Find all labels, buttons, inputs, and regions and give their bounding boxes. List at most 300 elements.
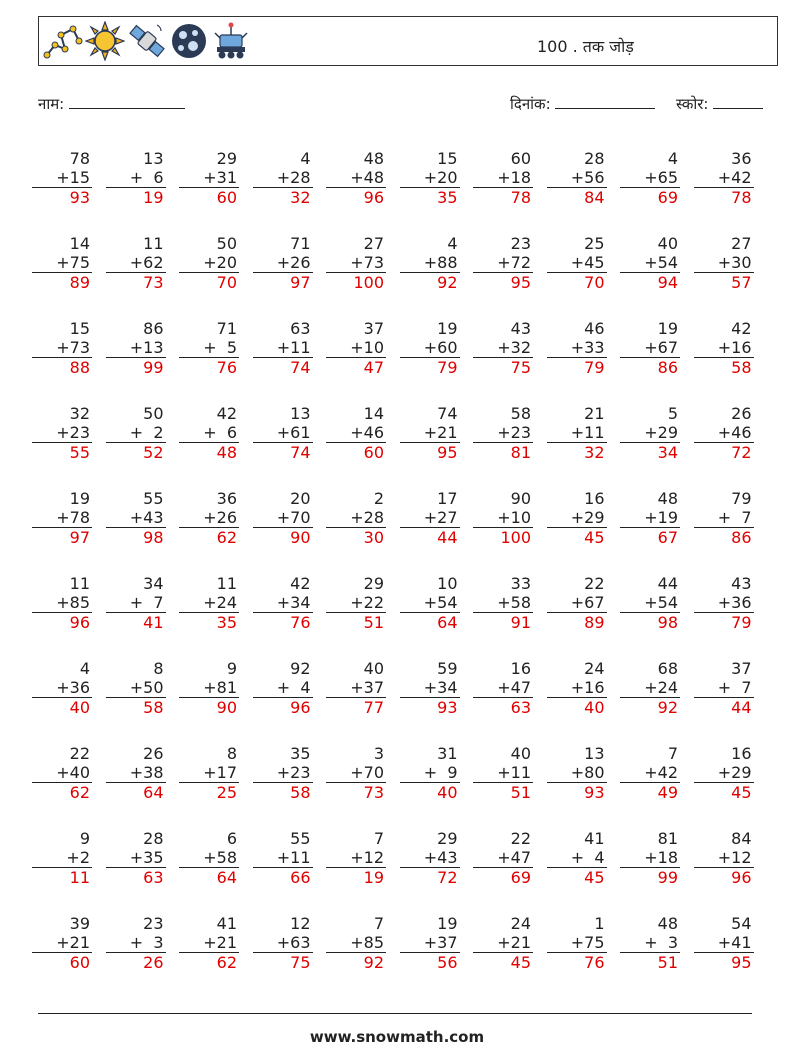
answer: 40 — [584, 698, 605, 717]
footer-divider — [38, 1013, 752, 1014]
addend-bottom: +11 — [547, 423, 607, 443]
addend-bottom: +23 — [32, 423, 92, 443]
problem — [620, 659, 680, 717]
addend-top: 36 — [731, 149, 752, 168]
addend-top: 84 — [731, 829, 752, 848]
answer: 56 — [437, 953, 458, 972]
problem — [106, 829, 166, 887]
answer: 40 — [69, 698, 90, 717]
addend-bottom: +22 — [326, 593, 386, 613]
answer: 60 — [69, 953, 90, 972]
answer: 93 — [69, 188, 90, 207]
addend-bottom: +85 — [32, 593, 92, 613]
addend-top: 48 — [657, 914, 678, 933]
constellation-icon — [43, 21, 83, 61]
answer: 93 — [437, 698, 458, 717]
problem — [179, 659, 239, 717]
addend-bottom: +21 — [473, 933, 533, 953]
addend-bottom: +50 — [106, 678, 166, 698]
addend-bottom: +60 — [400, 338, 460, 358]
problem — [326, 234, 386, 292]
problem — [694, 404, 754, 462]
addend-top: 7 — [373, 914, 384, 933]
answer: 69 — [510, 868, 531, 887]
addend-top: 24 — [584, 659, 605, 678]
problem — [547, 659, 607, 717]
answer: 34 — [657, 443, 678, 462]
addend-top: 20 — [290, 489, 311, 508]
addend-top: 25 — [584, 234, 605, 253]
addend-top: 39 — [69, 914, 90, 933]
addend-bottom: +34 — [400, 678, 460, 698]
problem — [32, 744, 92, 802]
answer: 96 — [363, 188, 384, 207]
answer: 75 — [510, 358, 531, 377]
problem — [179, 829, 239, 887]
addend-bottom: +40 — [32, 763, 92, 783]
addend-bottom: +10 — [326, 338, 386, 358]
problem — [179, 744, 239, 802]
addend-top: 78 — [69, 149, 90, 168]
addend-bottom: +88 — [400, 253, 460, 273]
problem — [400, 829, 460, 887]
addend-bottom: +38 — [106, 763, 166, 783]
addend-top: 13 — [290, 404, 311, 423]
answer: 58 — [143, 698, 164, 717]
addend-bottom: +11 — [253, 338, 313, 358]
answer: 45 — [731, 783, 752, 802]
answer: 47 — [363, 358, 384, 377]
answer: 69 — [657, 188, 678, 207]
addend-bottom: +75 — [547, 933, 607, 953]
problem — [179, 574, 239, 632]
problem — [694, 149, 754, 207]
addend-top: 5 — [667, 404, 678, 423]
addend-top: 9 — [79, 829, 90, 848]
problem — [473, 319, 533, 377]
addend-top: 42 — [731, 319, 752, 338]
problem — [106, 404, 166, 462]
problem — [473, 574, 533, 632]
addend-bottom: + 7 — [694, 508, 754, 528]
addend-bottom: +46 — [326, 423, 386, 443]
addend-bottom: +36 — [694, 593, 754, 613]
addend-top: 17 — [437, 489, 458, 508]
problem — [694, 574, 754, 632]
answer: 94 — [657, 273, 678, 292]
answer: 55 — [69, 443, 90, 462]
problem — [473, 829, 533, 887]
addend-top: 29 — [437, 829, 458, 848]
addend-bottom: + 4 — [253, 678, 313, 698]
addend-bottom: +54 — [620, 593, 680, 613]
answer: 64 — [216, 868, 237, 887]
addend-bottom: +29 — [547, 508, 607, 528]
addend-top: 34 — [143, 574, 164, 593]
problem — [106, 234, 166, 292]
problem — [326, 404, 386, 462]
addend-top: 19 — [437, 914, 458, 933]
addend-top: 1 — [594, 914, 605, 933]
problem — [473, 659, 533, 717]
problem — [620, 574, 680, 632]
addend-bottom: +12 — [326, 848, 386, 868]
addend-bottom: +48 — [326, 168, 386, 188]
answer: 92 — [363, 953, 384, 972]
answer: 52 — [143, 443, 164, 462]
moon-icon — [169, 21, 209, 61]
addend-bottom: +65 — [620, 168, 680, 188]
addend-top: 44 — [657, 574, 678, 593]
addend-top: 8 — [153, 659, 164, 678]
addend-bottom: + 2 — [106, 423, 166, 443]
addend-top: 23 — [510, 234, 531, 253]
addend-bottom: +85 — [326, 933, 386, 953]
answer: 32 — [584, 443, 605, 462]
problem — [326, 914, 386, 972]
problem — [694, 319, 754, 377]
worksheet-title: 100 . तक जोड़ — [537, 37, 634, 56]
addend-bottom: +18 — [620, 848, 680, 868]
addend-top: 41 — [216, 914, 237, 933]
problem — [32, 404, 92, 462]
addend-top: 59 — [437, 659, 458, 678]
addend-bottom: +56 — [547, 168, 607, 188]
addend-top: 13 — [584, 744, 605, 763]
problem — [253, 234, 313, 292]
addend-top: 42 — [216, 404, 237, 423]
addend-bottom: +42 — [694, 168, 754, 188]
problem — [400, 574, 460, 632]
addend-bottom: +61 — [253, 423, 313, 443]
addend-top: 81 — [657, 829, 678, 848]
answer: 77 — [363, 698, 384, 717]
problem — [326, 574, 386, 632]
addend-bottom: +20 — [400, 168, 460, 188]
addend-bottom: +34 — [253, 593, 313, 613]
addend-bottom: +36 — [32, 678, 92, 698]
addend-bottom: +23 — [473, 423, 533, 443]
problem — [106, 659, 166, 717]
addend-top: 19 — [69, 489, 90, 508]
answer: 100 — [500, 528, 531, 547]
addend-top: 27 — [731, 234, 752, 253]
name-blank — [69, 94, 185, 109]
addend-bottom: +37 — [326, 678, 386, 698]
answer: 51 — [657, 953, 678, 972]
answer: 86 — [731, 528, 752, 547]
answer: 78 — [510, 188, 531, 207]
addend-top: 11 — [216, 574, 237, 593]
addend-bottom: + 7 — [106, 593, 166, 613]
problem — [620, 234, 680, 292]
problem — [106, 574, 166, 632]
addend-top: 16 — [584, 489, 605, 508]
date-field — [510, 94, 655, 114]
addend-bottom: +19 — [620, 508, 680, 528]
answer: 89 — [584, 613, 605, 632]
addend-top: 12 — [290, 914, 311, 933]
problem — [547, 404, 607, 462]
addend-top: 86 — [143, 319, 164, 338]
problem — [400, 744, 460, 802]
answer: 70 — [216, 273, 237, 292]
problem — [253, 404, 313, 462]
answer: 81 — [510, 443, 531, 462]
answer: 79 — [731, 613, 752, 632]
addend-top: 50 — [143, 404, 164, 423]
problem — [179, 914, 239, 972]
problem — [253, 829, 313, 887]
problem — [400, 489, 460, 547]
addend-bottom: +27 — [400, 508, 460, 528]
addend-top: 74 — [437, 404, 458, 423]
sun-icon — [85, 21, 125, 61]
addend-bottom: +54 — [400, 593, 460, 613]
answer: 97 — [69, 528, 90, 547]
problem — [694, 914, 754, 972]
problem — [694, 829, 754, 887]
addend-top: 32 — [69, 404, 90, 423]
answer: 41 — [143, 613, 164, 632]
addend-bottom: +54 — [620, 253, 680, 273]
addend-top: 58 — [510, 404, 531, 423]
addend-top: 22 — [69, 744, 90, 763]
addend-bottom: + 4 — [547, 848, 607, 868]
addend-top: 68 — [657, 659, 678, 678]
score-field — [676, 94, 763, 114]
addend-bottom: +16 — [547, 678, 607, 698]
addend-bottom: +24 — [620, 678, 680, 698]
addend-top: 10 — [437, 574, 458, 593]
addend-bottom: +21 — [32, 933, 92, 953]
problem — [400, 404, 460, 462]
addend-bottom: +46 — [694, 423, 754, 443]
addend-top: 90 — [510, 489, 531, 508]
answer: 95 — [731, 953, 752, 972]
addend-top: 29 — [216, 149, 237, 168]
addend-bottom: +21 — [400, 423, 460, 443]
answer: 51 — [363, 613, 384, 632]
addend-bottom: + 6 — [179, 423, 239, 443]
problem — [326, 319, 386, 377]
problem — [179, 489, 239, 547]
problem — [547, 319, 607, 377]
problem — [106, 319, 166, 377]
addend-top: 40 — [510, 744, 531, 763]
problem — [326, 489, 386, 547]
addend-top: 37 — [731, 659, 752, 678]
answer: 88 — [69, 358, 90, 377]
problem — [694, 659, 754, 717]
answer: 45 — [584, 528, 605, 547]
problem — [253, 914, 313, 972]
addend-top: 7 — [373, 829, 384, 848]
problem — [694, 744, 754, 802]
answer: 66 — [290, 868, 311, 887]
date-label: दिनांक: — [510, 95, 551, 113]
problem — [32, 914, 92, 972]
answer: 60 — [363, 443, 384, 462]
problem — [32, 659, 92, 717]
answer: 90 — [216, 698, 237, 717]
addend-bottom: +70 — [326, 763, 386, 783]
answer: 98 — [143, 528, 164, 547]
addend-bottom: +24 — [179, 593, 239, 613]
answer: 98 — [657, 613, 678, 632]
addend-top: 24 — [510, 914, 531, 933]
answer: 74 — [290, 443, 311, 462]
answer: 48 — [216, 443, 237, 462]
score-label: स्कोर: — [676, 95, 709, 113]
answer: 58 — [731, 358, 752, 377]
addend-top: 33 — [510, 574, 531, 593]
addend-top: 43 — [510, 319, 531, 338]
answer: 62 — [216, 528, 237, 547]
problem — [326, 149, 386, 207]
addend-top: 55 — [143, 489, 164, 508]
addend-top: 14 — [363, 404, 384, 423]
problem — [253, 574, 313, 632]
addend-bottom: +58 — [473, 593, 533, 613]
addend-top: 60 — [510, 149, 531, 168]
addend-bottom: + 7 — [694, 678, 754, 698]
addend-bottom: +70 — [253, 508, 313, 528]
answer: 51 — [510, 783, 531, 802]
answer: 26 — [143, 953, 164, 972]
answer: 40 — [437, 783, 458, 802]
addend-bottom: +11 — [253, 848, 313, 868]
problem — [106, 149, 166, 207]
answer: 76 — [216, 358, 237, 377]
addend-top: 2 — [373, 489, 384, 508]
answer: 11 — [69, 868, 90, 887]
addend-bottom: +20 — [179, 253, 239, 273]
addend-bottom: +28 — [326, 508, 386, 528]
problem — [620, 404, 680, 462]
addend-top: 28 — [143, 829, 164, 848]
addend-top: 28 — [584, 149, 605, 168]
addend-top: 4 — [447, 234, 458, 253]
answer: 63 — [143, 868, 164, 887]
problem — [326, 744, 386, 802]
answer: 79 — [437, 358, 458, 377]
problem — [179, 404, 239, 462]
addend-bottom: +73 — [326, 253, 386, 273]
addend-top: 22 — [510, 829, 531, 848]
addend-bottom: +23 — [253, 763, 313, 783]
addend-top: 16 — [510, 659, 531, 678]
addend-bottom: +28 — [253, 168, 313, 188]
addend-bottom: + 9 — [400, 763, 460, 783]
problem — [326, 829, 386, 887]
addend-bottom: +18 — [473, 168, 533, 188]
addend-bottom: +29 — [694, 763, 754, 783]
answer: 93 — [584, 783, 605, 802]
satellite-icon — [127, 21, 167, 61]
answer: 67 — [657, 528, 678, 547]
addend-top: 15 — [437, 149, 458, 168]
answer: 92 — [437, 273, 458, 292]
addend-top: 37 — [363, 319, 384, 338]
answer: 84 — [584, 188, 605, 207]
answer: 86 — [657, 358, 678, 377]
addend-bottom: +2 — [32, 848, 92, 868]
answer: 76 — [584, 953, 605, 972]
addend-top: 15 — [69, 319, 90, 338]
answer: 64 — [143, 783, 164, 802]
answer: 19 — [363, 868, 384, 887]
problem — [547, 574, 607, 632]
addend-bottom: +29 — [620, 423, 680, 443]
problem — [547, 234, 607, 292]
name-field — [38, 94, 185, 114]
problem — [547, 744, 607, 802]
worksheet-header — [38, 16, 778, 66]
addend-bottom: +42 — [620, 763, 680, 783]
addend-top: 26 — [731, 404, 752, 423]
problem — [694, 489, 754, 547]
answer: 95 — [510, 273, 531, 292]
addend-top: 4 — [667, 149, 678, 168]
addend-top: 7 — [667, 744, 678, 763]
addend-top: 43 — [731, 574, 752, 593]
answer: 99 — [657, 868, 678, 887]
addend-bottom: +43 — [400, 848, 460, 868]
addend-top: 42 — [290, 574, 311, 593]
problem — [106, 489, 166, 547]
answer: 90 — [290, 528, 311, 547]
problem — [400, 234, 460, 292]
addend-bottom: +47 — [473, 678, 533, 698]
addend-bottom: +33 — [547, 338, 607, 358]
answer: 35 — [437, 188, 458, 207]
problem — [253, 744, 313, 802]
addend-bottom: + 3 — [620, 933, 680, 953]
score-blank — [713, 94, 763, 109]
addend-top: 29 — [363, 574, 384, 593]
addend-top: 14 — [69, 234, 90, 253]
addend-bottom: +81 — [179, 678, 239, 698]
problem — [547, 829, 607, 887]
problem — [32, 829, 92, 887]
addend-bottom: + 6 — [106, 168, 166, 188]
problem — [326, 659, 386, 717]
answer: 76 — [290, 613, 311, 632]
problem — [547, 489, 607, 547]
answer: 89 — [69, 273, 90, 292]
header-icons — [43, 21, 251, 61]
addend-bottom: +58 — [179, 848, 239, 868]
addend-bottom: +26 — [253, 253, 313, 273]
problem — [400, 659, 460, 717]
addend-bottom: +80 — [547, 763, 607, 783]
addend-top: 8 — [226, 744, 237, 763]
problem — [253, 319, 313, 377]
problem — [179, 319, 239, 377]
problem — [32, 574, 92, 632]
problem — [400, 149, 460, 207]
addend-top: 16 — [731, 744, 752, 763]
problem — [253, 149, 313, 207]
addend-bottom: +13 — [106, 338, 166, 358]
answer: 49 — [657, 783, 678, 802]
addend-top: 11 — [69, 574, 90, 593]
answer: 44 — [437, 528, 458, 547]
answer: 44 — [731, 698, 752, 717]
problem — [620, 319, 680, 377]
addend-bottom: +41 — [694, 933, 754, 953]
